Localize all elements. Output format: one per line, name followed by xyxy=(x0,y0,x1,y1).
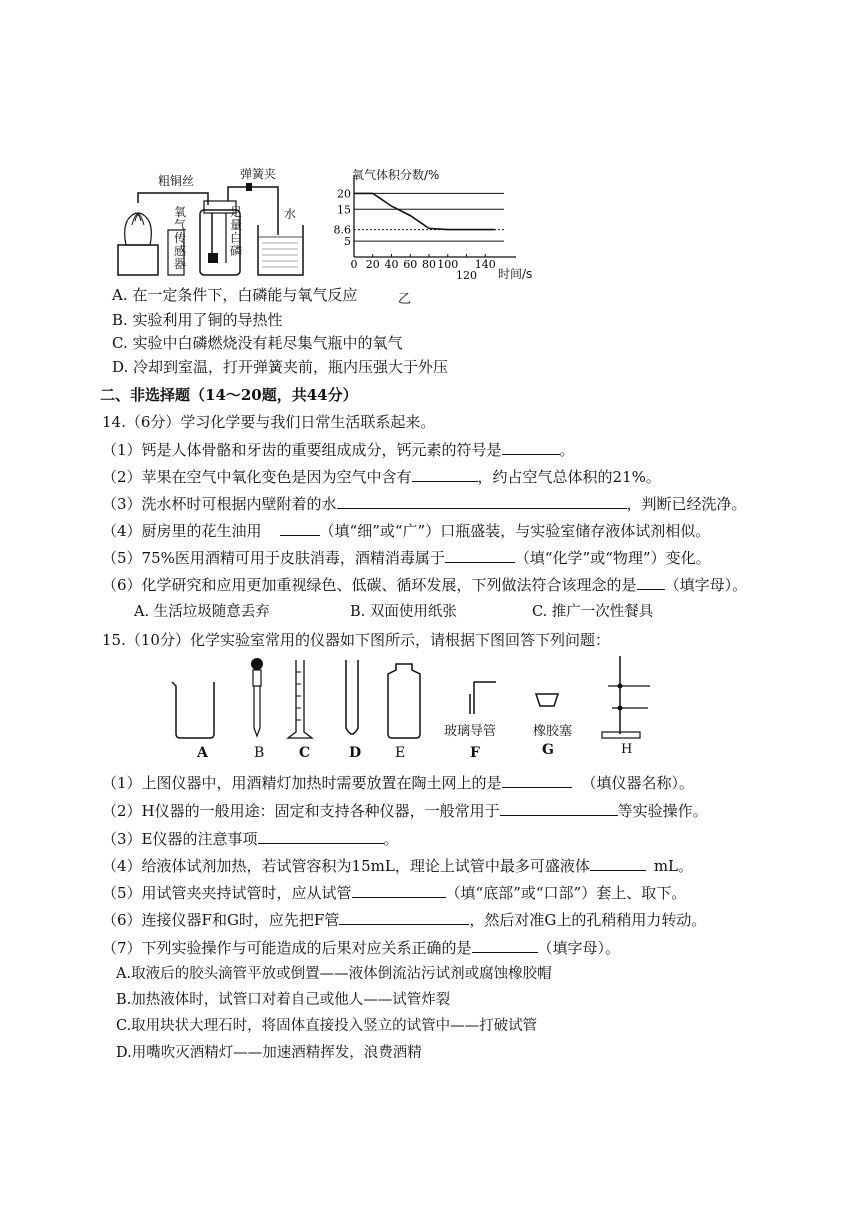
instrument-b-label: B xyxy=(254,745,265,761)
q14-s6-end: （填字母）。 xyxy=(664,576,748,594)
q15-s7-text: （7）下列实验操作与可能造成的后果对应关系正确的是 xyxy=(102,939,472,957)
q15-s4-text: （4）给液体试剂加热，若试管容积为15mL，理论上试管中最多可盛液体 xyxy=(102,857,590,875)
x-tick-label: 40 xyxy=(384,258,399,271)
q14-s4-text: （4）厨房里的花生油用 xyxy=(102,522,262,540)
q14-option-a: A. 生活垃圾随意丢弃 xyxy=(134,604,270,620)
q15-s3 xyxy=(102,828,399,849)
x-tick-label: 80 xyxy=(422,258,436,271)
q14-s6-text: （6）化学研究和应用更加重视绿色、低碳、循环发展，下列做法符合该理念的是 xyxy=(102,576,637,594)
q14-s4-end: （填“细”或“广”）口瓶盛装，与实验室储存液体试剂相似。 xyxy=(319,522,711,540)
q15-s5-text: （5）用试管夹夹持试管时，应从试管 xyxy=(102,884,352,902)
q14-s1-text: （1）钙是人体骨骼和牙齿的重要组成成分，钙元素的符号是 xyxy=(102,441,502,459)
answer-blank[interactable] xyxy=(339,909,469,925)
answer-blank[interactable] xyxy=(472,937,538,953)
q15-option-d: D.用嘴吹灭酒精灯——加速酒精挥发，浪费酒精 xyxy=(116,1045,422,1061)
water-label: 水 xyxy=(284,207,297,221)
q15-s5 xyxy=(102,882,686,903)
q15-s2-end: 等实验操作。 xyxy=(617,802,708,820)
q14-option-c: C. 推广一次性餐具 xyxy=(532,604,654,620)
apparatus-figure xyxy=(108,165,308,280)
instrument-f-name: 玻璃导管 xyxy=(444,724,497,739)
q13-option-c: C. 实验中白磷燃烧没有耗尽集气瓶中的氧气 xyxy=(112,334,403,352)
x-tick-label: 100 xyxy=(437,258,459,271)
q15-s6-text: （6）连接仪器F和G时，应先把F管 xyxy=(102,911,340,929)
q13-option-d: D. 冷却到室温，打开弹簧夹前，瓶内压强大于外压 xyxy=(112,358,449,376)
q15-s5-end: （填“底部”或“口部”）套上、取下。 xyxy=(445,884,687,902)
y-tick-label: 5 xyxy=(344,235,351,249)
q14-s2-end: ，约占空气总体积的21%。 xyxy=(477,468,661,486)
q14-s3-end: ，判断已经洗净。 xyxy=(626,495,747,513)
q14-stem: 14.（6分）学习化学要与我们日常生活联系起来。 xyxy=(102,413,436,431)
instrument-f-label: F xyxy=(470,745,480,761)
q14-s5 xyxy=(102,547,711,568)
q15-s1-text: （1）上图仪器中，用酒精灯加热时需要放置在陶土网上的是 xyxy=(102,774,502,792)
copper-wire-label: 粗铜丝 xyxy=(158,174,195,188)
answer-blank[interactable] xyxy=(502,772,572,788)
caption-yi: 乙 xyxy=(398,292,412,307)
y-tick-label: 15 xyxy=(337,203,351,217)
q14-s1-end: 。 xyxy=(559,441,575,459)
answer-blank[interactable] xyxy=(337,493,627,509)
answer-blank[interactable] xyxy=(445,547,515,563)
answer-blank[interactable] xyxy=(280,520,320,536)
q14-s2 xyxy=(102,466,661,487)
q15-s3-text: （3）E仪器的注意事项 xyxy=(102,830,258,848)
y-tick-label: 8.6 xyxy=(333,223,351,237)
q15-s4-end: mL。 xyxy=(653,857,694,875)
q14-s5-end: （填“化学”或“物理”）变化。 xyxy=(514,549,711,567)
answer-blank[interactable] xyxy=(590,855,646,871)
chart-xlabel: 时间/s xyxy=(498,267,533,281)
q14-s6 xyxy=(102,574,747,595)
q15-s6 xyxy=(102,909,706,930)
instrument-a-label: A xyxy=(197,745,208,761)
q14-s4 xyxy=(102,520,710,541)
q14-s5-text: （5）75%医用酒精可用于皮肤消毒，酒精消毒属于 xyxy=(102,549,445,567)
answer-blank[interactable] xyxy=(500,800,618,816)
instrument-h-label: H xyxy=(621,742,633,757)
q13-option-b: B. 实验利用了铜的导热性 xyxy=(112,311,283,329)
answer-blank[interactable] xyxy=(637,574,665,590)
answer-blank[interactable] xyxy=(502,439,560,455)
q14-option-b: B. 双面使用纸张 xyxy=(350,604,457,620)
q15-s6-end: ，然后对准G上的孔稍稍用力转动。 xyxy=(469,911,707,929)
q15-option-b: B.加热液体时，试管口对着自己或他人——试管炸裂 xyxy=(116,992,451,1008)
q15-s3-end: 。 xyxy=(383,830,399,848)
series-line xyxy=(354,193,495,229)
q13-option-a: A. 在一定条件下，白磷能与氧气反应 xyxy=(112,286,358,304)
q15-s1 xyxy=(102,772,694,793)
q15-s7-end: （填字母）。 xyxy=(537,939,621,957)
q14-s1 xyxy=(102,439,575,460)
q15-s2-text: （2）H仪器的一般用途：固定和支持各种仪器，一般常用于 xyxy=(102,802,500,820)
x-tick-label: 0 xyxy=(350,258,358,271)
answer-blank[interactable] xyxy=(412,466,478,482)
q15-stem: 15.（10分）化学实验室常用的仪器如下图所示，请根据下图回答下列问题： xyxy=(102,631,610,649)
q15-s4 xyxy=(102,855,693,876)
q15-s7 xyxy=(102,937,620,958)
white-phosphorus-label: 足量白磷 xyxy=(230,205,243,258)
instrument-e-label: E xyxy=(395,745,406,761)
q15-s1-end: （填仪器名称）。 xyxy=(581,774,695,792)
instrument-c-label: C xyxy=(299,745,311,761)
q15-s2 xyxy=(102,800,708,821)
q14-s2-text: （2）苹果在空气中氧化变色是因为空气中含有 xyxy=(102,468,412,486)
q15-option-a: A.取液后的胶头滴管平放或倒置——液体倒流沾污试剂或腐蚀橡胶帽 xyxy=(116,966,552,982)
answer-blank[interactable] xyxy=(258,828,384,844)
oxygen-sensor-label: 氧气传感器 xyxy=(174,205,187,271)
instrument-d-label: D xyxy=(349,745,362,761)
q15-option-c: C.取用块状大理石时，将固体直接投入竖立的试管中——打破试管 xyxy=(116,1018,538,1034)
answer-blank[interactable] xyxy=(352,882,446,898)
y-tick-label: 20 xyxy=(337,187,351,201)
section-heading: 二、非选择题（14～20题，共44分） xyxy=(100,386,358,404)
instruments-figure xyxy=(160,652,670,744)
x-tick-label: 20 xyxy=(365,258,380,271)
instrument-g-label: G xyxy=(542,742,554,758)
chart-ylabel: 氧气体积分数/% xyxy=(352,168,440,182)
x-tick-label: 140 xyxy=(474,258,496,271)
q14-s3-text: （3）洗水杯时可根据内壁附着的水 xyxy=(102,495,337,513)
x-tick-label: 120 xyxy=(456,269,477,282)
x-tick-label: 60 xyxy=(403,258,418,271)
instrument-g-name: 橡胶塞 xyxy=(533,724,573,739)
q14-s3 xyxy=(102,493,747,514)
spring-clip-label: 弹簧夹 xyxy=(240,167,277,181)
